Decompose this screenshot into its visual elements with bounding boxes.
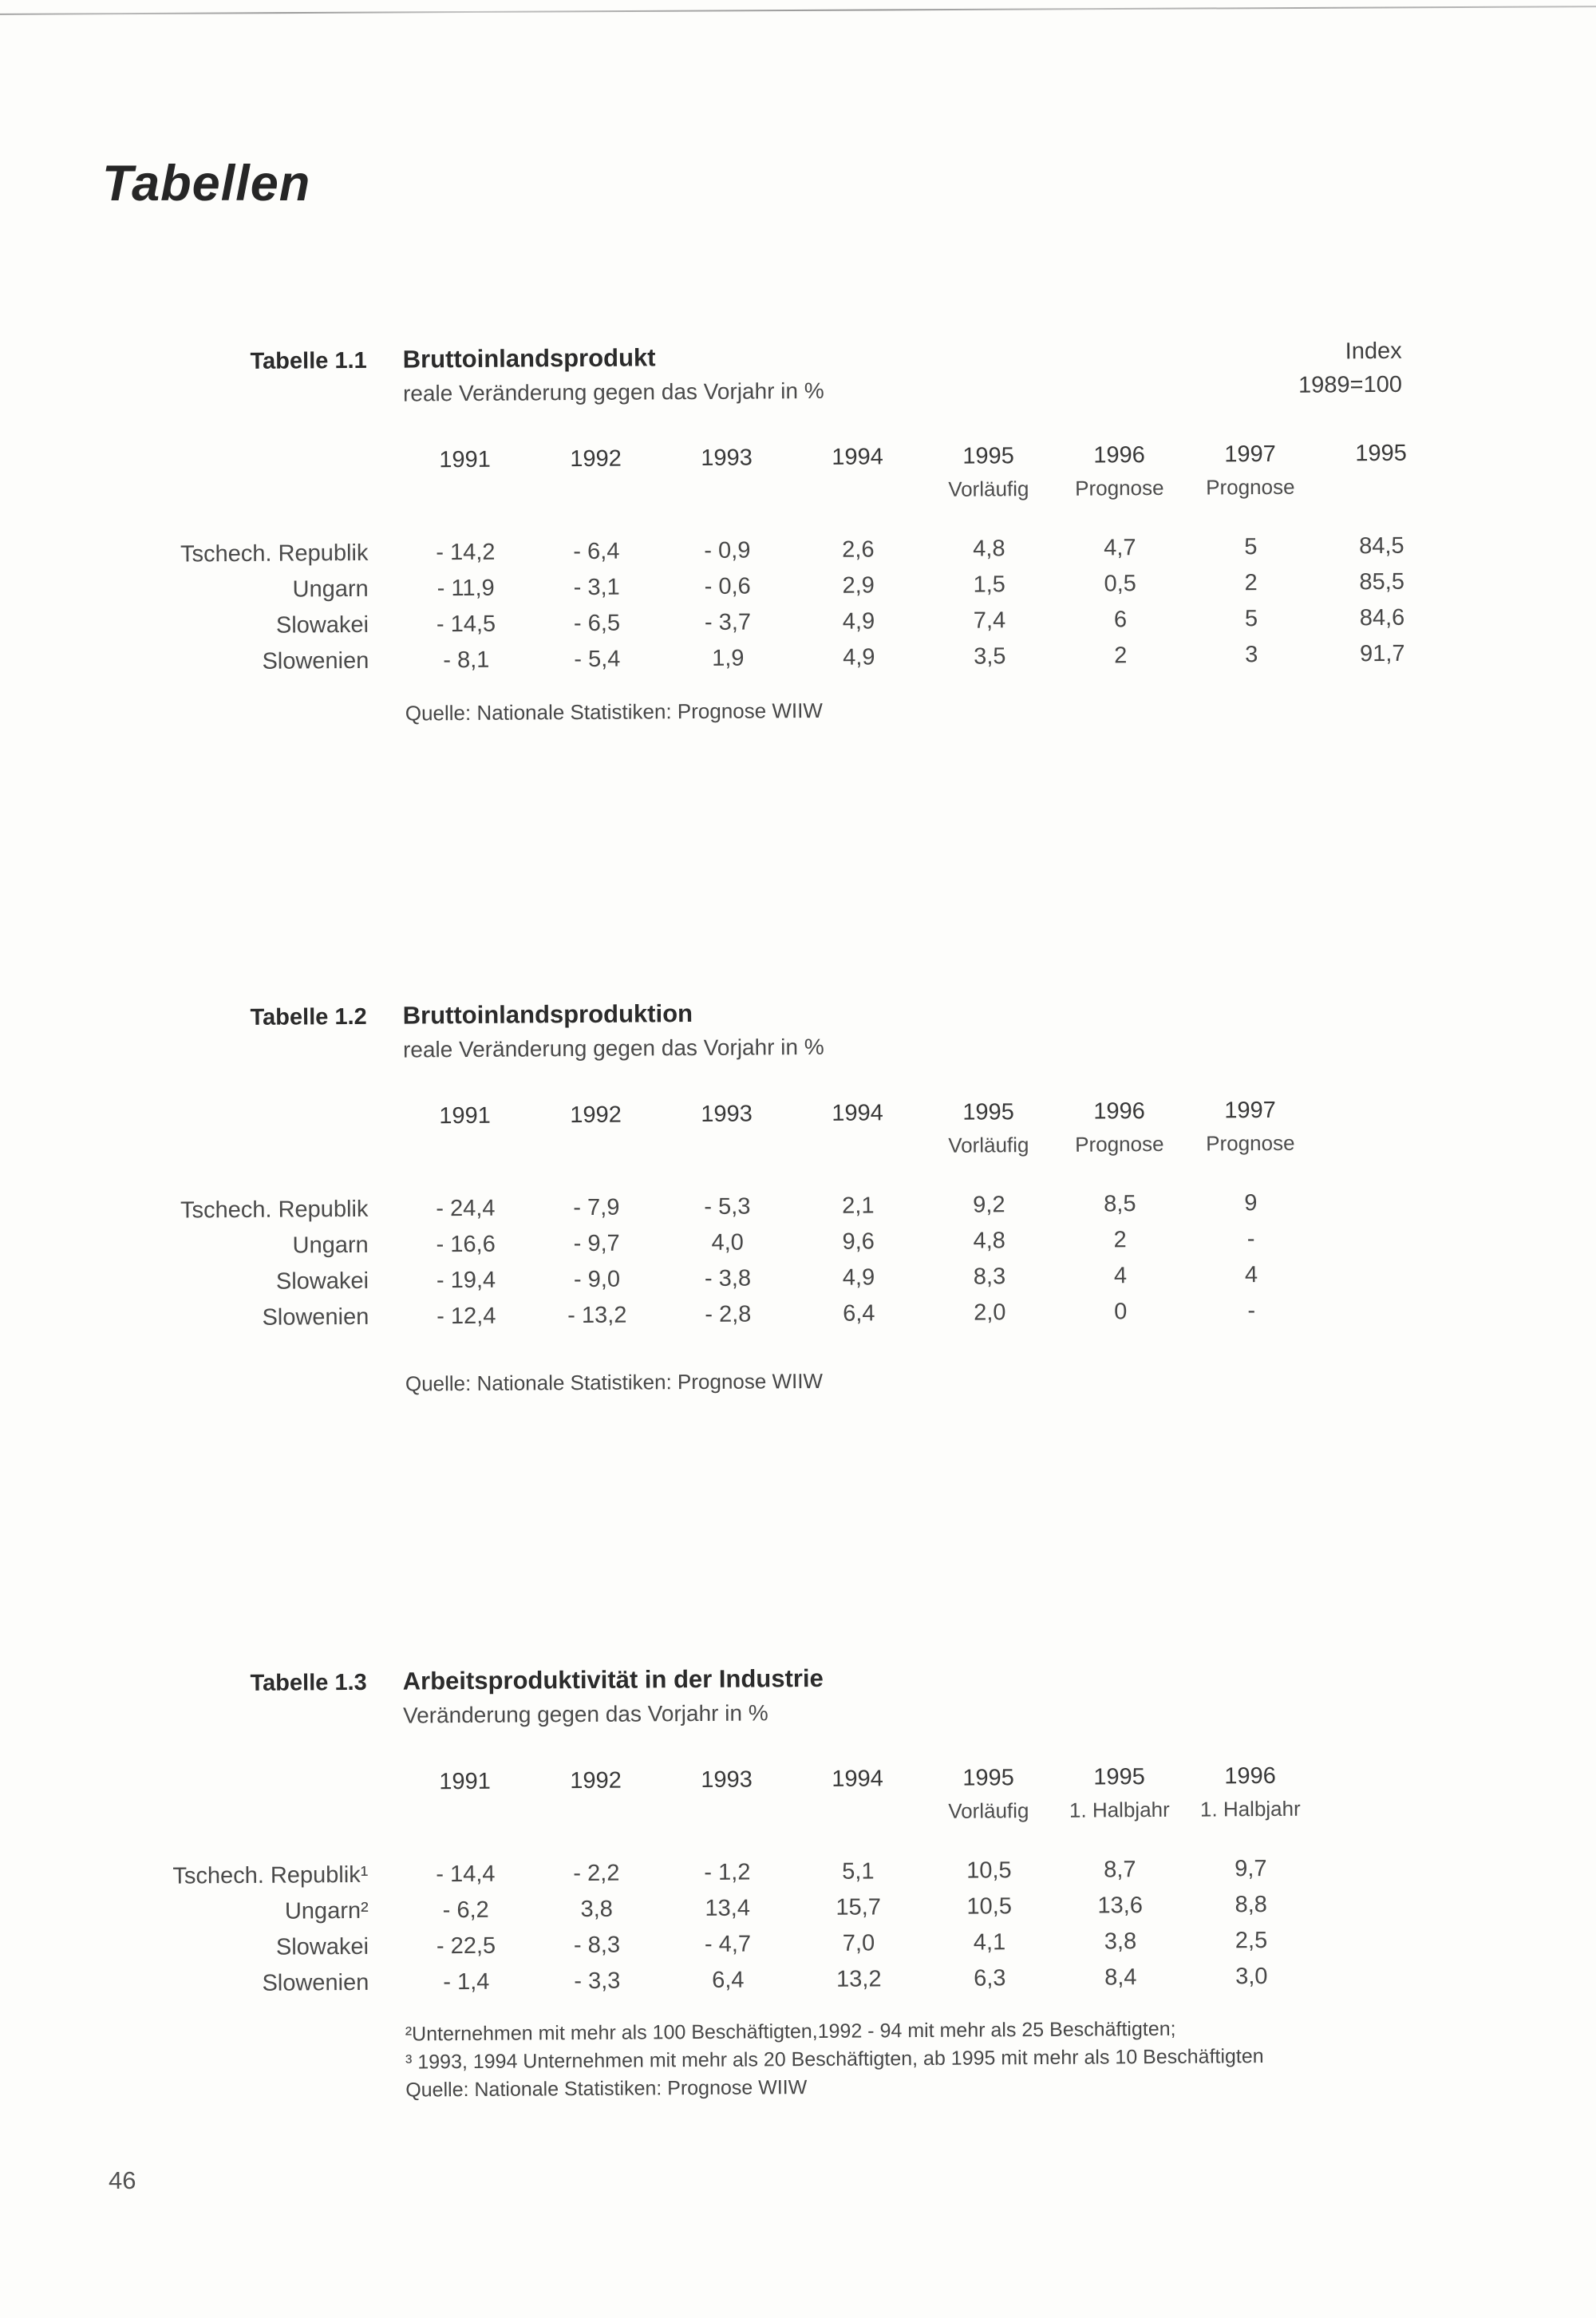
table-source: Quelle: Nationale Statistiken: Prognose WIIW [405, 698, 824, 726]
subheader-corner-blank [160, 481, 401, 542]
column-subheader [792, 1133, 924, 1193]
column-subheader: 1. Halbjahr [1199, 1796, 1301, 1822]
subheader-corner-blank [160, 1803, 401, 1864]
value-cell: - 22,5 [436, 1932, 496, 1960]
column-subheader: Prognose [1075, 475, 1164, 500]
column-subheader [400, 1802, 531, 1861]
value-cell: - 2,8 [705, 1301, 752, 1327]
value-cell: - 13,2 [567, 1302, 627, 1329]
value-cell: 7,4 [973, 607, 1006, 634]
column-year-header: 1996 [1093, 442, 1145, 469]
value-cell: - 24,4 [436, 1195, 496, 1222]
value-cell: - 2,2 [573, 1860, 620, 1887]
value-cell: 13,2 [836, 1966, 882, 1992]
value-cell: 9,6 [842, 1228, 875, 1255]
value-cell: 5 [1244, 606, 1258, 632]
column-year-header: 1995 [962, 443, 1014, 469]
value-cell: 2,6 [842, 536, 875, 563]
column-subheader [662, 478, 793, 538]
value-cell: 8,3 [973, 1264, 1006, 1290]
value-cell: - 1,2 [704, 1859, 751, 1885]
table-label: Tabelle 1.1 [250, 347, 367, 374]
column-subheader [400, 1136, 531, 1196]
value-cell: - 0,9 [704, 537, 751, 564]
value-cell: - 0,6 [704, 573, 751, 599]
column-year-header: 1994 [832, 444, 883, 470]
column-subheader [1316, 473, 1448, 533]
table-source: Quelle: Nationale Statistiken: Prognose WIIW [405, 1368, 824, 1396]
value-cell: - 8,1 [443, 647, 490, 674]
row-label: Slowenien [262, 1303, 369, 1331]
value-cell: 3,0 [1235, 1964, 1268, 1990]
column-subheader [662, 1800, 793, 1860]
table-section-1-3 [0, 1659, 1596, 2117]
value-cell: - 16,6 [436, 1231, 496, 1258]
table-grid [160, 440, 1448, 685]
value-cell: - 14,2 [436, 539, 496, 566]
value-cell: 0 [1114, 1299, 1128, 1325]
value-cell: - 19,4 [436, 1267, 496, 1294]
table-footnote: ³ 1993, 1994 Unternehmen mit mehr als 20 Beschäftigten, ab 1995 mit mehr als 10 Beschäftigten [405, 2045, 1264, 2074]
value-cell: 7,0 [842, 1930, 875, 1956]
value-cell: 6,3 [974, 1965, 1006, 1992]
row-label: Slowakei [275, 1268, 369, 1295]
value-cell: - 1,4 [443, 1968, 490, 1996]
column-subheader [662, 1134, 793, 1194]
table-label: Tabelle 1.2 [250, 1003, 367, 1030]
table-title: Arbeitsproduktivität in der Industrie [402, 1663, 824, 1695]
column-year-header: 1995 [962, 1099, 1014, 1125]
table-section-1-1 [0, 337, 1596, 795]
value-cell: 13,6 [1097, 1893, 1144, 1919]
value-cell: - 6,2 [442, 1897, 489, 1924]
column-year-header: 1995 [962, 1765, 1014, 1791]
value-cell: 84,5 [1359, 532, 1404, 560]
value-cell: - 3,7 [704, 609, 752, 635]
column-subheader: Prognose [1206, 1130, 1295, 1156]
value-cell: 2,0 [974, 1299, 1006, 1326]
row-label: Slowenien [262, 1969, 369, 1996]
value-cell: - 3,8 [704, 1265, 752, 1292]
value-cell: - 6,4 [573, 538, 620, 565]
column-year-header: 1994 [832, 1100, 883, 1126]
table-title: Bruttoinlandsproduktion [402, 999, 693, 1030]
value-cell: 3,8 [1104, 1928, 1137, 1955]
column-subheader [792, 1799, 924, 1859]
value-cell: 2 [1113, 1227, 1127, 1253]
value-cell: - 7,9 [573, 1194, 620, 1221]
value-cell: 3,8 [580, 1896, 613, 1923]
row-label: Tschech. Republik [180, 1196, 369, 1224]
value-cell: 1,9 [712, 645, 745, 671]
column-year-header: 1991 [439, 1102, 491, 1129]
table-section-1-2 [0, 993, 1596, 1451]
value-cell: - 3,3 [574, 1968, 621, 1995]
value-cell: 4,8 [973, 536, 1005, 562]
table-title: Bruttoinlandsprodukt [402, 343, 656, 374]
column-year-header: 1995 [1355, 440, 1407, 467]
row-label: Slowakei [275, 611, 369, 639]
value-cell: 9,2 [973, 1192, 1005, 1218]
row-label: Ungarn² [284, 1897, 369, 1924]
column-year-header: 1991 [439, 446, 491, 473]
table-footnote: ²Unternehmen mit mehr als 100 Beschäftigten,1992 - 94 mit mehr als 25 Beschäftigten; [405, 2017, 1176, 2046]
column-subheader: Vorläufig [948, 1798, 1029, 1823]
table-subtitle: reale Veränderung gegen das Vorjahr in % [402, 378, 824, 406]
value-cell: 91,7 [1359, 640, 1405, 667]
value-cell: 8,8 [1235, 1892, 1267, 1918]
value-cell: 4,0 [711, 1229, 744, 1256]
column-year-header: 1991 [439, 1768, 491, 1795]
value-cell: - 11,9 [437, 575, 495, 602]
value-cell: - 8,3 [573, 1932, 621, 1959]
value-cell: 8,4 [1104, 1964, 1137, 1991]
value-cell: 4,9 [843, 644, 875, 670]
column-year-header: 1997 [1224, 1097, 1276, 1124]
column-year-header: 1992 [570, 445, 622, 473]
column-year-header: 1992 [570, 1102, 622, 1129]
value-cell: 6 [1113, 607, 1128, 633]
column-year-header: 1993 [701, 1101, 753, 1127]
table-subtitle: reale Veränderung gegen das Vorjahr in % [402, 1034, 824, 1062]
column-subheader [531, 1135, 662, 1195]
value-cell: - 6,5 [573, 610, 621, 637]
table-subtitle: Veränderung gegen das Vorjahr in % [402, 1700, 768, 1728]
value-cell: 13,4 [705, 1895, 751, 1921]
column-year-header: 1996 [1093, 1098, 1145, 1125]
value-cell: 1,5 [973, 572, 1005, 598]
header-corner-blank [160, 1770, 399, 1805]
value-cell: 0,5 [1104, 571, 1136, 597]
column-year-header: 1993 [701, 445, 753, 471]
row-label: Slowenien [262, 647, 369, 674]
column-year-header: 1993 [701, 1766, 753, 1793]
value-cell: - [1247, 1298, 1256, 1324]
column-subheader [792, 477, 924, 537]
row-label: Tschech. Republik [180, 540, 369, 568]
table-label: Tabelle 1.3 [250, 1669, 367, 1696]
value-cell: 9,7 [1235, 1856, 1267, 1882]
value-cell: - 9,7 [573, 1230, 620, 1257]
index-note [1233, 338, 1403, 399]
value-cell: 4,9 [842, 1264, 875, 1291]
value-cell: 6,4 [712, 1967, 745, 1993]
value-cell: 3 [1245, 642, 1258, 668]
subheader-corner-blank [160, 1137, 401, 1198]
value-cell: 84,6 [1359, 604, 1405, 631]
row-label: Ungarn [292, 576, 369, 603]
value-cell: - 9,0 [573, 1266, 621, 1293]
column-subheader [531, 1801, 662, 1861]
value-cell: 5 [1244, 534, 1258, 560]
value-cell: 6,4 [843, 1300, 875, 1327]
value-cell: 85,5 [1359, 568, 1405, 595]
header-corner-blank [160, 448, 399, 483]
page-heading: Tabellen [102, 156, 311, 212]
column-subheader: Prognose [1075, 1131, 1164, 1157]
value-cell: 8,5 [1104, 1191, 1136, 1217]
table-grid [160, 1098, 1317, 1342]
value-cell: 3,5 [974, 643, 1006, 670]
column-year-header: 1992 [570, 1767, 622, 1794]
value-cell: - 5,3 [704, 1193, 751, 1220]
value-cell: 4,9 [842, 608, 875, 635]
value-cell: - [1246, 1226, 1255, 1252]
value-cell: 15,7 [836, 1894, 882, 1920]
value-cell: 2,9 [842, 572, 875, 599]
column-subheader: Prognose [1206, 474, 1295, 500]
value-cell: - 14,5 [436, 611, 496, 638]
value-cell: 4,7 [1104, 535, 1136, 561]
value-cell: 4,1 [973, 1929, 1006, 1956]
header-corner-blank [160, 1104, 399, 1139]
row-label: Ungarn [292, 1232, 369, 1259]
value-cell: - 4,7 [704, 1931, 752, 1957]
column-year-header: 1994 [832, 1766, 883, 1792]
value-cell: - 3,1 [573, 574, 620, 601]
page-number: 46 [109, 2166, 136, 2194]
value-cell: - 14,4 [436, 1861, 496, 1888]
value-cell: 5,1 [842, 1858, 875, 1885]
column-subheader: Vorläufig [948, 477, 1029, 501]
value-cell: 4 [1113, 1263, 1128, 1289]
scan-top-line [0, 6, 1596, 15]
column-subheader [531, 479, 662, 539]
table-source: Quelle: Nationale Statistiken: Prognose WIIW [405, 2076, 808, 2102]
value-cell: 10,5 [966, 1857, 1012, 1884]
value-cell: 10,5 [966, 1893, 1013, 1920]
row-label: Tschech. Republik¹ [172, 1861, 369, 1889]
column-year-header: 1996 [1224, 1762, 1276, 1790]
row-label: Slowakei [275, 1933, 369, 1960]
table-grid [160, 1763, 1317, 2007]
index-note-line2: 1989=100 [1298, 371, 1403, 398]
column-subheader: Vorläufig [948, 1133, 1029, 1157]
value-cell: - 5,4 [574, 646, 621, 673]
column-year-header: 1995 [1093, 1764, 1145, 1790]
column-subheader: 1. Halbjahr [1069, 1797, 1170, 1822]
value-cell: - 12,4 [437, 1303, 496, 1330]
value-cell: 4 [1244, 1262, 1258, 1288]
index-note-line1: Index [1345, 338, 1402, 365]
value-cell: 2 [1114, 643, 1128, 669]
value-cell: 4,8 [973, 1228, 1005, 1254]
value-cell: 2 [1244, 570, 1258, 596]
value-cell: 9 [1244, 1190, 1258, 1216]
value-cell: 2,5 [1235, 1928, 1268, 1954]
value-cell: 2,1 [842, 1193, 875, 1219]
column-subheader [400, 480, 531, 540]
column-year-header: 1997 [1224, 441, 1276, 468]
value-cell: 8,7 [1104, 1857, 1136, 1883]
